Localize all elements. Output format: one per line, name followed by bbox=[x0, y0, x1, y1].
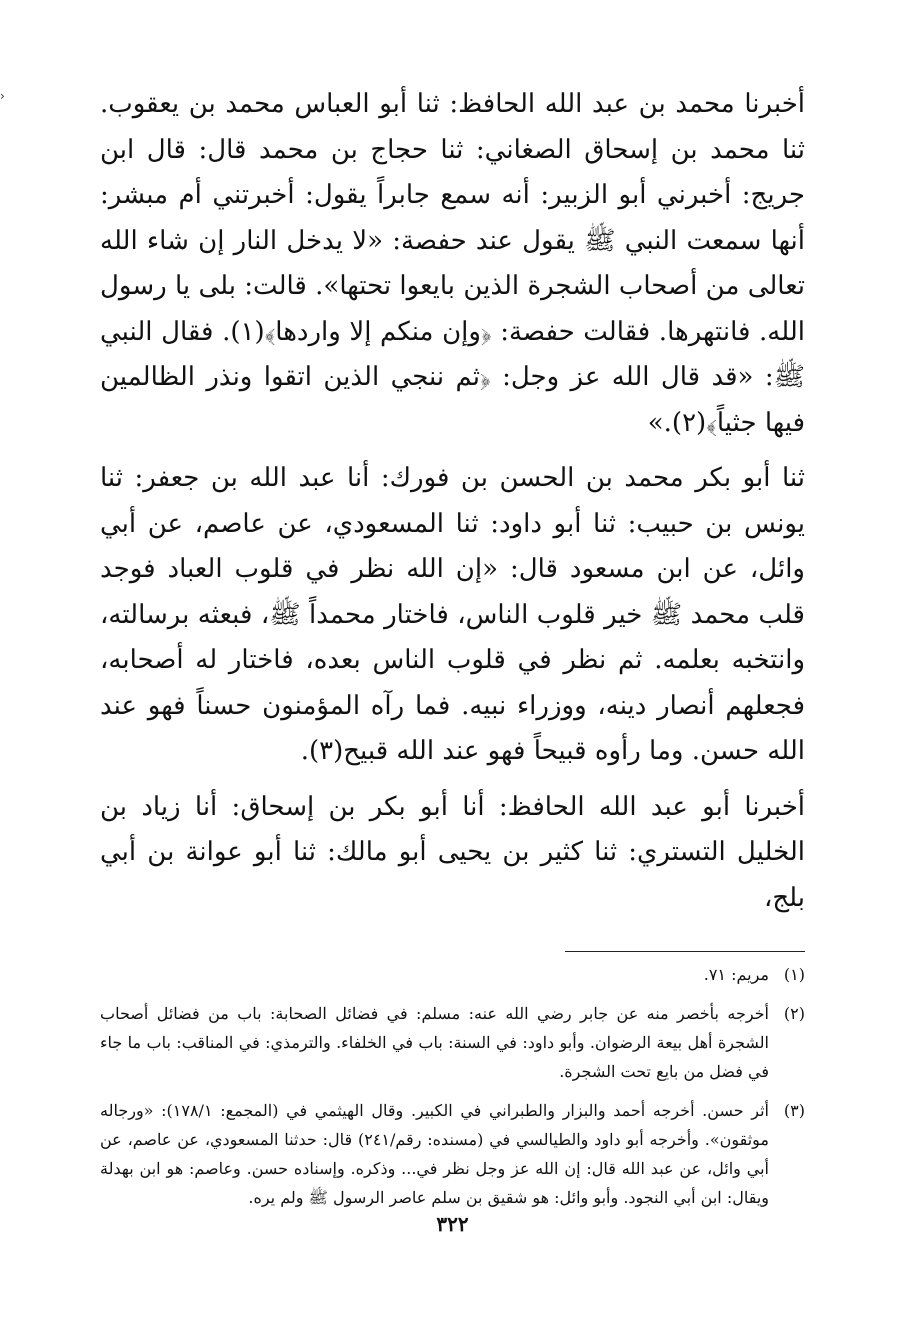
page-edge-mark: › bbox=[0, 89, 5, 103]
main-text bbox=[100, 82, 805, 921]
footnote-2 bbox=[100, 999, 805, 1086]
page-number: ٣٢٢ bbox=[436, 1212, 469, 1236]
page bbox=[100, 82, 805, 1282]
paragraph-3: أخبرنا أبو عبد الله الحافظ: أنا أبو بكر بن إسحاق: أنا زياد بن الخليل التستري: ثنا كثير بن يحيى أبو مالك: ثنا أبو عوانة بن أبي بلج، bbox=[100, 791, 805, 913]
footnote-number: (٣) bbox=[783, 1101, 805, 1120]
footnote-number: (٢) bbox=[783, 1004, 805, 1023]
footnote-number: (١) bbox=[783, 965, 805, 984]
footnote-1 bbox=[100, 960, 805, 989]
footnote-text: مريم: ٧١. bbox=[703, 965, 769, 984]
footnote-3 bbox=[100, 1096, 805, 1212]
footnote-text: أثر حسن. أخرجه أحمد والبزار والطبراني في الكبير. وقال الهيثمي في (المجمع: ١٧٨/١): «ورجاله موثقون». وأخرجه أبو داود والطيالسي في (مسنده: رقم/٢٤١) قال: حدثنا المسعودي، عن عاصم، عن أبي وائل، عن عبد الله قال: إن الله عز وجل نظر في... وذكره. وإسناده حسن. وعاصم: هو ابن بهدلة ويقال: ابن أبي النجود. وأبو وائل: هو شقيق بن سلم عاصر الرسول ﷺ ولم يره. bbox=[100, 1101, 770, 1207]
paragraph-2: ثنا أبو بكر محمد بن الحسن بن فورك: أنا عبد الله بن جعفر: ثنا يونس بن حبيب: ثنا أبو داود: ثنا المسعودي، عن عاصم، عن أبي وائل، عن ابن مسعود قال: «إن الله نظر في قلوب العباد فوجد قلب محمد ﷺ خير قلوب الناس، فاختار محمداً ﷺ، فبعثه برسالته، وانتخبه بعلمه. ثم نظر في قلوب الناس بعده، فاختار له أصحابه، فجعلهم أنصار دينه، ووزراء نبيه. فما رآه المؤمنون حسناً فهو عند الله حسن. وما رأوه قبيحاً فهو عند الله قبيح(٣). bbox=[100, 463, 805, 766]
footnotes bbox=[100, 960, 805, 1212]
footnote-separator bbox=[565, 951, 805, 952]
footnote-text: أخرجه بأخصر منه عن جابر رضي الله عنه: مسلم: في فضائل الصحابة: باب من فضائل أصحاب الشجرة أهل بيعة الرضوان. وأبو داود: في السنة: باب في الخلفاء. والترمذي: في المناقب: باب ما جاء في فضل من بايع تحت الشجرة. bbox=[100, 1004, 770, 1081]
paragraph-1: أخبرنا محمد بن عبد الله الحافظ: ثنا أبو العباس محمد بن يعقوب. ثنا محمد بن إسحاق الصغاني: ثنا حجاج بن محمد قال: قال ابن جريج: أخبرني أبو الزبير: أنه سمع جابراً يقول: أخبرتني أم مبشر: أنها سمعت النبي ﷺ يقول عند حفصة: «لا يدخل النار إن شاء الله تعالى من أصحاب الشجرة الذين بايعوا تحتها». قالت: بلى يا رسول الله. فانتهرها. فقالت حفصة: ﴿وإن منكم إلا واردها﴾(١). فقال النبي ﷺ: «قد قال الله عز وجل: ﴿ثم ننجي الذين اتقوا ونذر الظالمين فيها جثياً﴾(٢).» bbox=[100, 89, 806, 438]
